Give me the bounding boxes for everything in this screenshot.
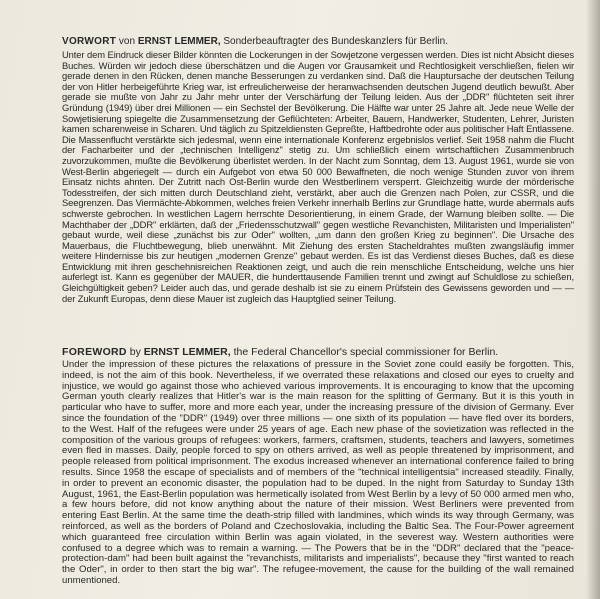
foreword-section: [62, 346, 574, 587]
vorwort-author: ERNST LEMMER,: [137, 36, 221, 47]
foreword-label: FOREWORD: [62, 346, 127, 358]
vorwort-body: Unter dem Eindruck dieser Bilder könnten die Lockerungen in der Sowjetzone vergessen werden. Dies ist nicht Absicht dieses Buches. Würden wir jedoch diese überschätzen und die Augen vor Grausamkeit und Rechtlosigkeit verschließen, fielen wir gerade denen in den Rücken, denen manche Besserungen zu verdanken sind. Daß die Hauptursache der deutschen Teilung der von Hitler herbeigeführte Krieg war, ist erfreulicherweise der heranwachsenden deutschen Jugend deutlich bewußt. Aber gerade sie mußte von Jahr zu Jahr mehr unter der Verschärfung der Teilung leiden. Aus der „DDR" flüchteten seit ihrer Gründung (1949) über drei Millionen — ein Sechstel der Bevölkerung. Die Hälfte war unter 25 Jahre alt. Jede neue Welle der Sowjetisierung spiegelte die Zusammensetzung der Geflüchteten: Arbeiter, Bauern, Handwerker, Studenten, Lehrer, Juristen kamen scharenweise in Scharen. Und täglich zu Spitzeldiensten Gepreßte, Haftbedrohte oder aus politischer Haft Entlassene. Die Massenflucht verstärkte sich jedesmal, wenn eine internationale Konferenz ergebnislos verlief. Seit 1958 nahm die Flucht der Facharbeiter und der „technischen Intelligenz" stetig zu. Um schließlich einem wirtschaftlichen Zusammenbruch zuvorzukommen, mußte die Bevölkerung überlistet werden. In der Nacht zum Sonntag, dem 13. August 1961, wurde sie von West-Berlin abgeriegelt — durch ein Aufgebot von etwa 50 000 Bewaffneten, die noch wenige Stunden zuvor von ihrem Einsatz nichts ahnten. Der Zutritt nach Ost-Berlin wurde den Westberlinern versperrt. Gleichzeitig wurde der mörderische Todesstreifen, der sich mitten durch Deutschland zieht, verstärkt, aber auch die Grenzen nach Polen, zur CSSR, und die Seegrenzen. Das Viermächte-Abkommen, welches freien Verkehr innerhalb Berlins zur Grundlage hatte, wurde abermals aufs schwerste gebrochen. In westlichen Lagern herrschte Desorientierung, in einem Grade, der Warnung bleiben sollte. — Die Machthaber der „DDR" erklärten, daß der „Friedensschutzwall" gegen westliche Revanchisten, Militaristen und Imperialisten" gebaut wurde, weil diese „zunächst bis zur Oder" wollten, „um dann den großen Krieg zu beginnen". Die Ursache des Mauerbaus, die Fluchtbewegung, blieb unerwähnt. Mit Ziehung des ersten Stacheldrahtes mußten zwangsläufig immer weitere Hindernisse bis zur heutigen „modernen Grenze" gebaut werden. Es ist das Verdienst dieses Buches, daß es diese Entwicklung mit ihren geschehnisreichen Reaktionen zeigt, und auch die rein menschliche Entscheidung, welche uns hier auferlegt ist. Kann es gegenüber der MAUER, die hunderttausende Familien trennt und zwingt auf Schuldlose zu schießen, Gleichgültigkeit geben? Leider auch das, und gerade deshalb ist sie zu einem Prüfstein des Gewissens geworden und — — der Zukunft Europas, denn diese Mauer ist zugleich das Hauptglied seiner Teilung.: [62, 49, 574, 304]
vorwort-heading: [62, 36, 574, 48]
foreword-author: ERNST LEMMER,: [143, 346, 231, 358]
foreword-by: by: [129, 346, 141, 358]
vorwort-by: von: [118, 36, 136, 47]
vorwort-section: [62, 36, 574, 304]
foreword-body: Under the impression of these pictures the relaxations of pressure in the Soviet zone could easily be forgotten. This, indeed, is not the aim of this book. Nevertheless, if we overrated these relaxations and closed our eyes to cruelty and injustice, we would go against those who achieved various improvements. It is encouraging to know that the upcoming German youth clearly realizes that Hitler's war is the main reason for the splitting of Germany. But it is this youth in particular who have to suffer, more and more each year, under the increasing pressure of the division of Germany. Ever since the foundation of the "DDR" (1949) over three millions — one sixth of its population — have fled over its borders, to the West. Half of the refugees were under 25 years of age. Each new phase of the sovietization was reflected in the composition of the various groups of refugees: workers, farmers, craftsmen, students, teachers and lawyers, sometimes even fled in masses. Daily, people forced to spy on others arrived, as well as people threatened by imprisonment, and people released from political imprisonment. The exodus increased whenever an international conference failed to bring results. Since 1958 the escape of specialists and of members of the "technical intelligentsia" increased steadily. Finally, in order to prevent an economic disaster, the population had to be duped. In the night from Saturday to Sunday 13th August, 1961, the East-Berlin population was hermetically isolated from West Berlin by a levy of 50 000 armed men who, a few hours before, did not know anything about the nature of their mission. West Berliners were prevented from entering East Berlin. At the same time the death-strip filled with landmines, which winds its way through Germany, was reinforced, as well as the borders of Poland and Czechoslovakia, including the Baltic Sea. The Four-Power agreement which guaranteed free circulation within Berlin was again violated, in the severest way. Western authorities were confused to a degree which was to remain a warning. — The Powers that be in the "DDR" declared that the "peace-protection-dam" had been built against the "revanchists, militarists and imperialists", because they "first wanted to reach the Oder", in order to then start the big war". The refugee-movement, the cause for the building of the wall remained unmentioned.: [62, 359, 574, 586]
vorwort-label: VORWORT: [62, 36, 117, 47]
foreword-author-title: the Federal Chancellor's special commissioner for Berlin.: [233, 346, 499, 358]
foreword-heading: [62, 346, 574, 358]
vorwort-author-title: Sonderbeauftragter des Bundeskanzlers für Berlin.: [223, 36, 448, 47]
page-edge-shadow: [586, 0, 600, 599]
